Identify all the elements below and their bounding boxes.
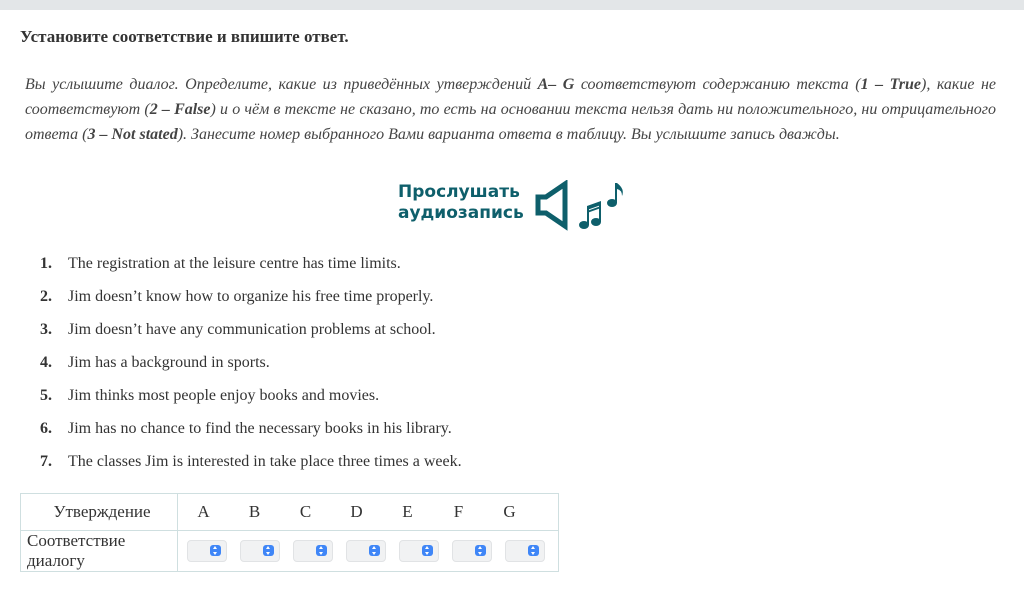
instructions-range: A– G [537, 76, 575, 93]
select-arrows-icon [422, 545, 433, 556]
instructions-false-code: 2 – False [149, 101, 211, 118]
task-instructions [25, 72, 996, 147]
answer-table-input-row [21, 531, 559, 572]
task-title: Установите соответствие и впишите ответ. [20, 27, 349, 46]
answer-select-g[interactable] [505, 540, 545, 562]
select-arrows-icon [475, 545, 486, 556]
answer-select-d[interactable] [346, 540, 386, 562]
play-audio-label-line1: Прослушать [398, 182, 520, 202]
instructions-text-2: соответствуют содержанию текста ( [580, 76, 861, 93]
select-arrows-icon [369, 545, 380, 556]
select-arrows-icon [316, 545, 327, 556]
instructions-text-4: ) и о чём в тексте не сказано, то есть на основании текста нельзя дать ни положительного, ни отрицательного ответа ( [25, 101, 996, 143]
column-letter-a: A [197, 502, 210, 521]
answer-select-e[interactable] [399, 540, 439, 562]
statement-number: 4. [40, 354, 52, 371]
answer-table-letters-cell [178, 494, 559, 531]
statement-text: Jim doesn’t know how to organize his free time properly. [68, 288, 434, 305]
statement-item [40, 417, 462, 450]
column-letter-c: C [299, 502, 312, 521]
select-arrows-icon [210, 545, 221, 556]
answer-select-c[interactable] [293, 540, 333, 562]
instructions-ns-code: 3 – Not stated [87, 126, 178, 143]
statement-list [40, 252, 462, 483]
instructions-text-3: ), какие не соответствуют ( [25, 76, 997, 118]
statement-text: The classes Jim is interested in take place three times a week. [68, 453, 462, 470]
instructions-true-code: 1 – True [860, 76, 921, 93]
column-letter-g: G [503, 502, 516, 521]
column-letter-b: B [248, 502, 261, 521]
speaker-music-icon [532, 180, 628, 232]
answer-table [20, 493, 559, 572]
statement-item [40, 450, 462, 483]
statement-text: The registration at the leisure centre has time limits. [68, 255, 401, 272]
play-audio-label [398, 182, 524, 224]
answer-table-header-label: Утверждение [21, 494, 178, 531]
statement-item [40, 318, 462, 351]
column-letter-e: E [402, 502, 413, 521]
statement-number: 7. [40, 453, 52, 470]
statement-text: Jim has no chance to find the necessary books in his library. [68, 420, 452, 437]
play-audio-label-line2: аудиозапись [398, 203, 524, 223]
statement-number: 1. [40, 255, 52, 272]
instructions-text-5: ). Занесите номер выбранного Вами варианта ответа в таблицу. Вы услышите запись дважды. [177, 126, 840, 143]
select-arrows-icon [528, 545, 539, 556]
statement-item [40, 384, 462, 417]
statement-item [40, 252, 462, 285]
statement-item [40, 285, 462, 318]
column-letter-f: F [453, 502, 464, 521]
statement-number: 2. [40, 288, 52, 305]
statement-text: Jim has a background in sports. [68, 354, 270, 371]
answer-select-f[interactable] [452, 540, 492, 562]
statement-number: 3. [40, 321, 52, 338]
answer-table-header-row [21, 494, 559, 531]
column-letter-d: D [350, 502, 363, 521]
answer-selects-cell [178, 531, 559, 572]
statement-text: Jim thinks most people enjoy books and movies. [68, 387, 380, 404]
answer-select-b[interactable] [240, 540, 280, 562]
instructions-text-1: Вы услышите диалог. Определите, какие из приведённых утверждений [25, 76, 532, 93]
statement-number: 6. [40, 420, 52, 437]
answer-select-a[interactable] [187, 540, 227, 562]
answer-table-row-label: Соответствие диалогу [21, 531, 178, 572]
play-audio-button[interactable] [398, 180, 628, 232]
statement-number: 5. [40, 387, 52, 404]
top-bar [0, 0, 1024, 10]
statement-text: Jim doesn’t have any communication problems at school. [68, 321, 436, 338]
statement-item [40, 351, 462, 384]
select-arrows-icon [263, 545, 274, 556]
